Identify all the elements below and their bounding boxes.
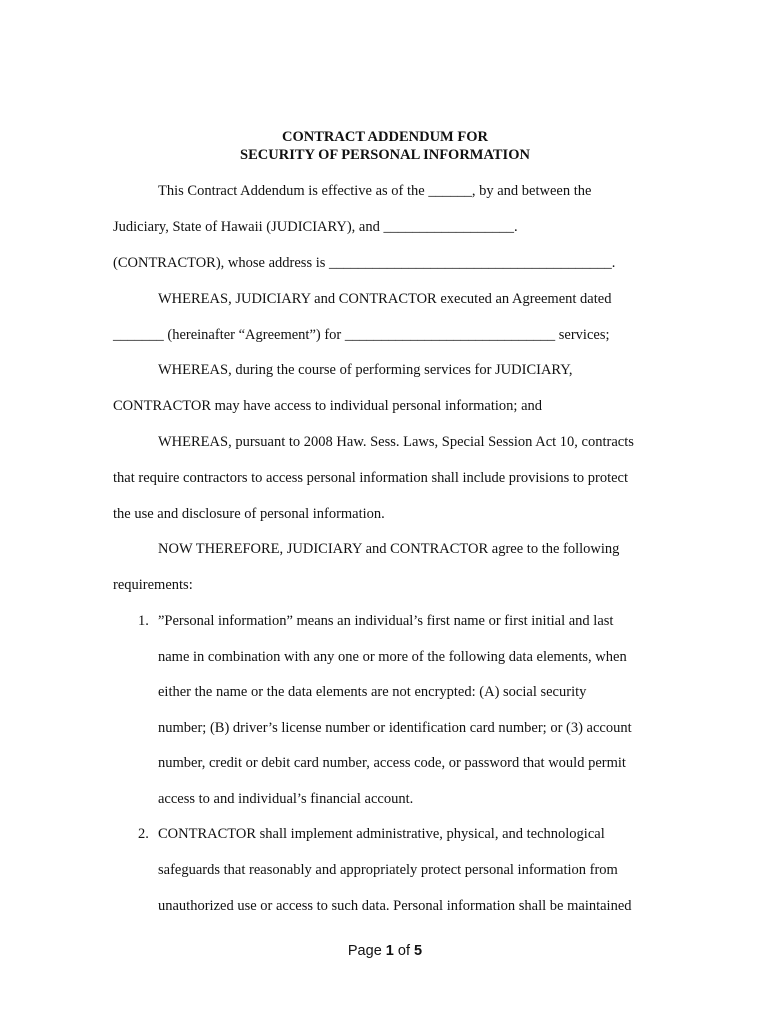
paragraph-line: Judiciary, State of Hawaii (JUDICIARY), and __________________.: [113, 219, 518, 235]
current-page-number: 1: [385, 943, 394, 959]
page-footer: [0, 942, 770, 960]
list-item-line: safeguards that reasonably and appropriately protect personal information from: [158, 862, 618, 878]
list-item-line: name in combination with any one or more of the following data elements, when: [158, 649, 627, 665]
paragraph-line: _______ (hereinafter “Agreement”) for _____________________________ services;: [113, 327, 610, 343]
list-item-number: 2.: [138, 826, 149, 842]
document-title-line-2: SECURITY OF PERSONAL INFORMATION: [240, 147, 530, 163]
paragraph-line: that require contractors to access personal information shall include provisions to protect: [113, 470, 628, 486]
list-item-line: either the name or the data elements are not encrypted: (A) social security: [158, 684, 587, 700]
paragraph-line: This Contract Addendum is effective as of the ______, by and between the: [158, 183, 592, 199]
total-page-count: 5: [414, 943, 423, 959]
list-item-line: access to and individual’s financial account.: [158, 791, 414, 807]
paragraph-line: WHEREAS, JUDICIARY and CONTRACTOR executed an Agreement dated: [158, 291, 612, 307]
paragraph-line: requirements:: [113, 577, 193, 593]
paragraph-line: WHEREAS, during the course of performing services for JUDICIARY,: [158, 362, 573, 378]
of-word: of: [397, 943, 410, 959]
document-title-line-1: CONTRACT ADDENDUM FOR: [282, 129, 488, 145]
list-item-line: unauthorized use or access to such data. Personal information shall be maintained: [158, 898, 632, 914]
list-item-line: ”Personal information” means an individual’s first name or first initial and last: [158, 613, 614, 629]
list-item-line: number; (B) driver’s license number or identification card number; or (3) account: [158, 720, 632, 736]
paragraph-line: WHEREAS, pursuant to 2008 Haw. Sess. Laws, Special Session Act 10, contracts: [158, 434, 634, 450]
list-item-number: 1.: [138, 613, 149, 629]
list-item-line: CONTRACTOR shall implement administrative, physical, and technological: [158, 826, 605, 842]
paragraph-line: NOW THEREFORE, JUDICIARY and CONTRACTOR agree to the following: [158, 541, 620, 557]
paragraph-line: the use and disclosure of personal information.: [113, 506, 385, 522]
paragraph-line: CONTRACTOR may have access to individual personal information; and: [113, 398, 543, 414]
list-item-line: number, credit or debit card number, access code, or password that would permit: [158, 755, 626, 771]
paragraph-line: (CONTRACTOR), whose address is _______________________________________.: [113, 255, 616, 271]
page-word: Page: [347, 943, 382, 959]
